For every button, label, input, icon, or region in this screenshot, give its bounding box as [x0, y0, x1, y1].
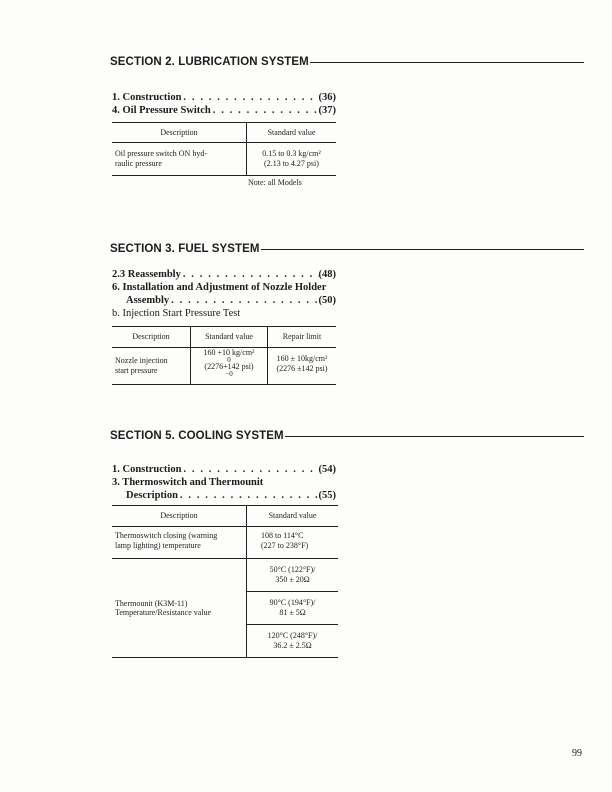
toc-page: (55) [318, 490, 336, 501]
table-cell: 160 +10 kg/cm² 0 (2276+142 psi) −0 [191, 348, 268, 385]
section-5-toc [112, 463, 336, 502]
toc-item [112, 463, 336, 476]
section-5-heading [110, 430, 584, 442]
toc-label: 4. Oil Pressure Switch [112, 105, 211, 116]
table-cell: 160 ± 10kg/cm² (2276 ±142 psi) [268, 348, 337, 385]
col-header: Standard value [247, 123, 337, 143]
toc-label: b. Injection Start Pressure Test [112, 308, 241, 319]
toc-item [112, 294, 336, 307]
toc-leader [181, 463, 318, 476]
section-2-rule [310, 62, 584, 63]
toc-page: (50) [318, 295, 336, 306]
toc-leader [178, 489, 319, 502]
table-cell: 0.15 to 0.3 kg/cm² (2.13 to 4.27 psi) [247, 143, 337, 176]
col-header: Standard value [247, 506, 339, 527]
toc-page: (54) [318, 464, 336, 475]
section-3-title: SECTION 3. FUEL SYSTEM [110, 243, 260, 255]
table-cell: Oil pressure switch ON hyd- raulic pressure [112, 143, 247, 176]
section-5-rule [285, 436, 584, 437]
toc-label: 1. Construction [112, 464, 182, 475]
col-header: Description [112, 123, 247, 143]
toc-item [112, 268, 336, 281]
lubrication-spec-table [112, 122, 336, 176]
table-cell: Nozzle injection start pressure [112, 348, 191, 385]
section-3-heading [110, 243, 584, 255]
toc-label: 6. Installation and Adjustment of Nozzle Holder [112, 282, 327, 293]
toc-page: (37) [318, 105, 336, 116]
toc-leader [169, 294, 318, 307]
table-cell: 50°C (122°F)/ 350 ± 20Ω [247, 559, 339, 592]
col-header: Standard value [191, 327, 268, 348]
section-2-heading [110, 56, 584, 68]
cooling-spec-table [112, 505, 338, 658]
section-2-toc [112, 91, 336, 117]
section-5-title: SECTION 5. COOLING SYSTEM [110, 430, 284, 442]
toc-page: (48) [318, 269, 336, 280]
table-cell: 90°C (194°F)/ 81 ± 5Ω [247, 592, 339, 625]
col-header: Repair limit [268, 327, 337, 348]
toc-leader [181, 268, 319, 281]
fuel-spec-table [112, 326, 336, 385]
toc-leader [181, 91, 318, 104]
toc-item [112, 91, 336, 104]
col-header: Description [112, 327, 191, 348]
table-cell: Thermounit (K3M-11) Temperature/Resistance value [112, 559, 247, 658]
toc-item [112, 104, 336, 117]
section-2-title: SECTION 2. LUBRICATION SYSTEM [110, 56, 309, 68]
toc-label: 3. Thermoswitch and Thermounit [112, 477, 264, 488]
col-header: Description [112, 506, 247, 527]
toc-label: 1. Construction [112, 92, 182, 103]
toc-item [112, 489, 336, 502]
section-3-rule [261, 249, 584, 250]
note-text: Note: all Models [248, 178, 302, 187]
table-cell: 120°C (248°F)/ 36.2 ± 2.5Ω [247, 625, 339, 658]
toc-leader [211, 104, 319, 117]
table-cell: 108 to 114°C (227 to 238°F) [247, 527, 339, 559]
page-number: 99 [572, 748, 582, 759]
section-3-toc [112, 268, 336, 320]
toc-label: Assembly [126, 295, 170, 306]
table-cell: Thermoswitch closing (warning lamp lighting) temperature [112, 527, 247, 559]
toc-label: 2.3 Reassembly [112, 269, 181, 280]
toc-page: (36) [318, 92, 336, 103]
toc-label: Description [126, 490, 178, 501]
